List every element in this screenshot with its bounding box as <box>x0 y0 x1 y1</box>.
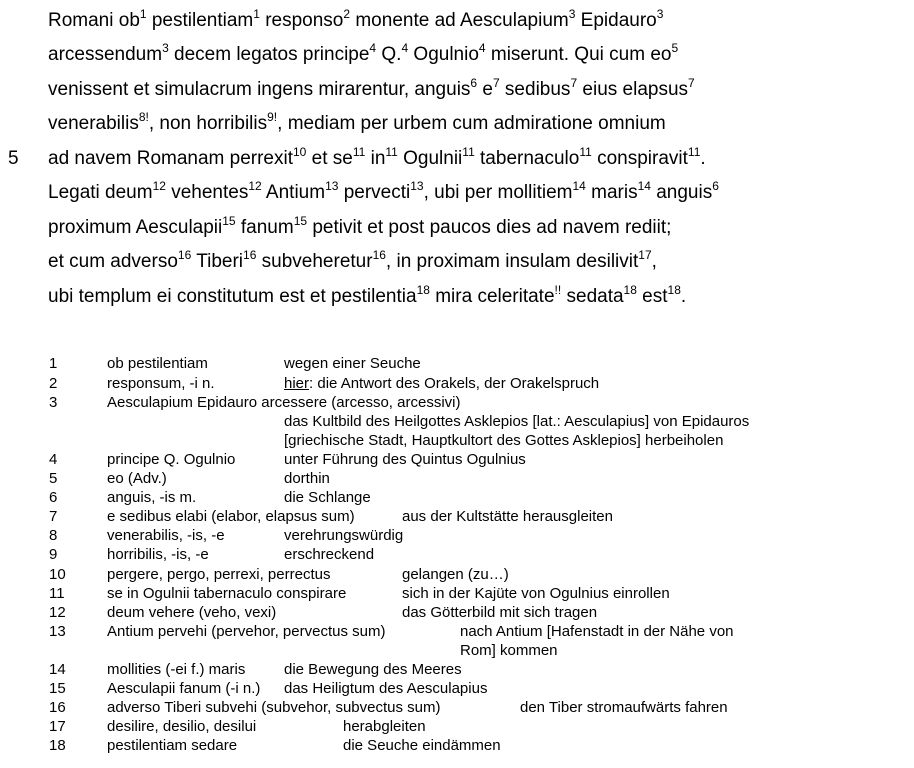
latin-segment: eius elapsus <box>577 79 689 100</box>
latin-segment: responso <box>259 10 344 31</box>
glossary-number: 4 <box>49 451 58 468</box>
footnote-mark: 13 <box>410 178 424 193</box>
glossary-definition <box>284 375 599 393</box>
glossary-definition: unter Führung des Quintus Ogulnius <box>284 451 526 468</box>
glossary-term: deum vehere (veho, vexi) <box>107 604 277 621</box>
footnote-mark: 11 <box>687 144 701 159</box>
glossary-number: 13 <box>49 623 66 640</box>
glossary-definition: herabgleiten <box>343 718 426 735</box>
glossary-term: principe Q. Ogulnio <box>107 451 236 468</box>
latin-segment: Legati deum <box>48 182 153 203</box>
footnote-mark: 18 <box>416 282 430 297</box>
footnote-mark: 13 <box>325 178 339 193</box>
latin-segment: sedibus <box>499 79 571 100</box>
latin-segment: , ubi per mollitiem <box>423 182 573 203</box>
glossary-term: Antium pervehi (pervehor, pervectus sum) <box>107 623 386 640</box>
latin-segment: venissent et simulacrum ingens mirarentur, anguis <box>48 79 471 100</box>
footnote-mark: 14 <box>637 178 651 193</box>
footnote-mark: 1 <box>139 6 147 21</box>
glossary-term: venerabilis, -is, -e <box>107 527 225 544</box>
footnote-mark: 4 <box>478 40 486 55</box>
footnote-mark: 11 <box>352 144 366 159</box>
glossary-term: anguis, -is m. <box>107 489 197 506</box>
footnote-mark: 6 <box>712 178 719 193</box>
footnote-mark: 3 <box>656 6 664 21</box>
glossary-definition: verehrungswürdig <box>284 527 404 544</box>
glossary-term: adverso Tiberi subvehi (subvehor, subvectus sum) <box>107 699 441 716</box>
line-number: 5 <box>8 148 19 169</box>
latin-line <box>48 109 666 135</box>
glossary-term: horribilis, -is, -e <box>107 546 209 563</box>
footnote-mark: 11 <box>385 144 398 159</box>
footnote-mark: 15 <box>222 213 236 228</box>
glossary-term: Aesculapii fanum (-i n.) <box>107 680 261 697</box>
latin-segment: , mediam per urbem cum admiratione omnium <box>277 113 666 134</box>
latin-segment: conspiravit <box>591 148 688 169</box>
latin-segment: venerabilis <box>48 113 139 134</box>
glossary-number: 7 <box>49 508 58 525</box>
footnote-mark: 16 <box>243 247 257 262</box>
glossary-number: 5 <box>49 470 58 487</box>
latin-segment: arcessendum <box>48 44 163 65</box>
glossary-definition-cont: [griechische Stadt, Hauptkultort des Gottes Asklepios] herbeiholen <box>284 432 724 449</box>
glossary-number: 11 <box>49 585 65 602</box>
glossary-number: 15 <box>49 680 66 697</box>
glossary-definition: das Heiligtum des Aesculapius <box>284 680 488 697</box>
latin-segment: Tiberi <box>191 251 244 272</box>
glossary-term: pergere, pergo, perrexi, perrectus <box>107 566 331 583</box>
footnote-mark: 7 <box>688 75 695 90</box>
latin-segment: Antium <box>261 182 326 203</box>
glossary-definition: das Kultbild des Heilgottes Asklepios [lat.: Aesculapius] von Epidauros <box>284 413 750 430</box>
footnote-mark: 7 <box>492 75 500 90</box>
footnote-mark: 2 <box>343 6 351 21</box>
latin-line <box>48 247 657 273</box>
glossary-definition: sich in der Kajüte von Ogulnius einrollen <box>402 585 670 602</box>
glossary-number: 1 <box>49 355 58 372</box>
footnote-mark: 3 <box>568 6 576 21</box>
glossary-term: pestilentiam sedare <box>107 737 238 754</box>
latin-segment: vehentes <box>165 182 249 203</box>
latin-segment: miserunt. Qui cum eo <box>485 44 672 65</box>
latin-line <box>48 40 679 66</box>
glossary-number: 10 <box>49 566 66 583</box>
footnote-mark: 11 <box>579 144 592 159</box>
latin-line <box>48 213 672 239</box>
glossary-definition: die Schlange <box>284 489 371 506</box>
latin-segment: decem legatos principe <box>168 44 370 65</box>
glossary-term: ob pestilentiam <box>107 355 208 372</box>
latin-segment: tabernaculo <box>474 148 580 169</box>
latin-segment: est <box>636 286 668 307</box>
footnote-mark: 18 <box>667 282 681 297</box>
glossary-term: e sedibus elabi (elabor, elapsus sum) <box>107 508 355 525</box>
glossary-definition: gelangen (zu…) <box>402 566 509 583</box>
latin-segment: fanum <box>235 217 294 238</box>
glossary-definition: die Bewegung des Meeres <box>284 661 462 678</box>
glossary-definition: wegen einer Seuche <box>284 355 421 372</box>
footnote-mark: 14 <box>572 178 586 193</box>
latin-segment: in <box>365 148 386 169</box>
latin-segment: proximum Aesculapii <box>48 217 223 238</box>
latin-segment: Romani ob <box>48 10 140 31</box>
footnote-mark: 11 <box>462 144 475 159</box>
footnote-mark: 16 <box>372 247 386 262</box>
footnote-mark: 3 <box>162 40 169 55</box>
glossary-term: mollities (-ei f.) maris <box>107 661 246 678</box>
footnote-mark: 4 <box>369 40 377 55</box>
footnote-mark: 18 <box>623 282 637 297</box>
latin-segment: pervecti <box>338 182 411 203</box>
glossary-definition: nach Antium [Hafenstadt in der Nähe von <box>460 623 734 640</box>
glossary-number: 9 <box>49 546 58 563</box>
latin-line <box>48 144 706 170</box>
glossary-number: 14 <box>49 661 66 678</box>
latin-segment: Ogulnio <box>408 44 479 65</box>
glossary-term: eo (Adv.) <box>107 470 167 487</box>
latin-segment: e <box>477 79 493 100</box>
glossary-number: 8 <box>49 527 58 544</box>
definition-qualifier: hier <box>284 375 310 392</box>
definition-text: : die Antwort des Orakels, der Orakelspruch <box>309 375 600 392</box>
footnote-mark: 4 <box>401 40 409 55</box>
latin-segment: pestilentiam <box>146 10 254 31</box>
latin-segment: maris <box>585 182 638 203</box>
glossary-number: 18 <box>49 737 66 754</box>
latin-segment: et se <box>306 148 353 169</box>
glossary-term: se in Ogulnii tabernaculo conspirare <box>107 585 347 602</box>
latin-segment: anguis <box>650 182 713 203</box>
latin-line <box>48 178 719 204</box>
glossary-term: responsum, -i n. <box>107 375 215 392</box>
glossary-definition: dorthin <box>284 470 330 487</box>
glossary-definition-cont: Rom] kommen <box>460 642 558 659</box>
footnote-mark: !! <box>554 282 562 297</box>
glossary-number: 17 <box>49 718 66 735</box>
latin-segment: Q. <box>376 44 402 65</box>
footnote-mark: 16 <box>177 247 192 262</box>
latin-segment: , <box>651 251 657 272</box>
glossary-number: 12 <box>49 604 66 621</box>
latin-segment: . <box>680 286 687 307</box>
latin-segment: sedata <box>561 286 624 307</box>
footnote-mark: 12 <box>248 178 262 193</box>
latin-segment: . <box>700 148 706 169</box>
footnote-mark: 8! <box>138 109 149 124</box>
latin-segment: et cum adverso <box>48 251 178 272</box>
glossary-definition: die Seuche eindämmen <box>343 737 501 754</box>
footnote-mark: 7 <box>570 75 578 90</box>
glossary-term: desilire, desilio, desilui <box>107 718 257 735</box>
latin-segment: , in proximam insulam desilivit <box>385 251 639 272</box>
latin-segment: ubi templum ei constitutum est et pestilentia <box>48 286 417 307</box>
footnote-mark: 17 <box>638 247 652 262</box>
glossary-number: 2 <box>49 375 58 392</box>
footnote-mark: 1 <box>253 6 260 21</box>
latin-segment: Epidauro <box>575 10 657 31</box>
glossary-term: Aesculapium Epidauro arcessere (arcesso, arcessivi) <box>107 394 461 411</box>
glossary-number: 6 <box>49 489 58 506</box>
glossary-number: 3 <box>49 394 58 411</box>
latin-segment: , non horribilis <box>148 113 268 134</box>
glossary-number: 16 <box>49 699 66 716</box>
latin-segment: ad navem Romanam perrexit <box>48 148 293 169</box>
glossary-definition: aus der Kultstätte herausgleiten <box>402 508 613 525</box>
latin-line <box>48 6 664 32</box>
latin-line <box>48 75 695 101</box>
latin-line <box>48 282 687 308</box>
latin-segment: Ogulnii <box>397 148 463 169</box>
latin-segment: monente ad Aesculapium <box>350 10 569 31</box>
footnote-mark: 15 <box>293 213 308 228</box>
footnote-mark: 5 <box>671 40 679 55</box>
latin-segment: subveheretur <box>256 251 373 272</box>
glossary-definition: erschreckend <box>284 546 375 563</box>
footnote-mark: 10 <box>293 144 307 159</box>
latin-segment: mira celeritate <box>429 286 555 307</box>
latin-segment: petivit et post paucos dies ad navem rediit; <box>307 217 672 238</box>
glossary-definition: den Tiber stromaufwärts fahren <box>520 699 728 716</box>
footnote-mark: 6 <box>470 75 478 90</box>
footnote-mark: 12 <box>152 178 166 193</box>
footnote-mark: 9! <box>267 109 278 124</box>
glossary-definition: das Götterbild mit sich tragen <box>402 604 598 621</box>
